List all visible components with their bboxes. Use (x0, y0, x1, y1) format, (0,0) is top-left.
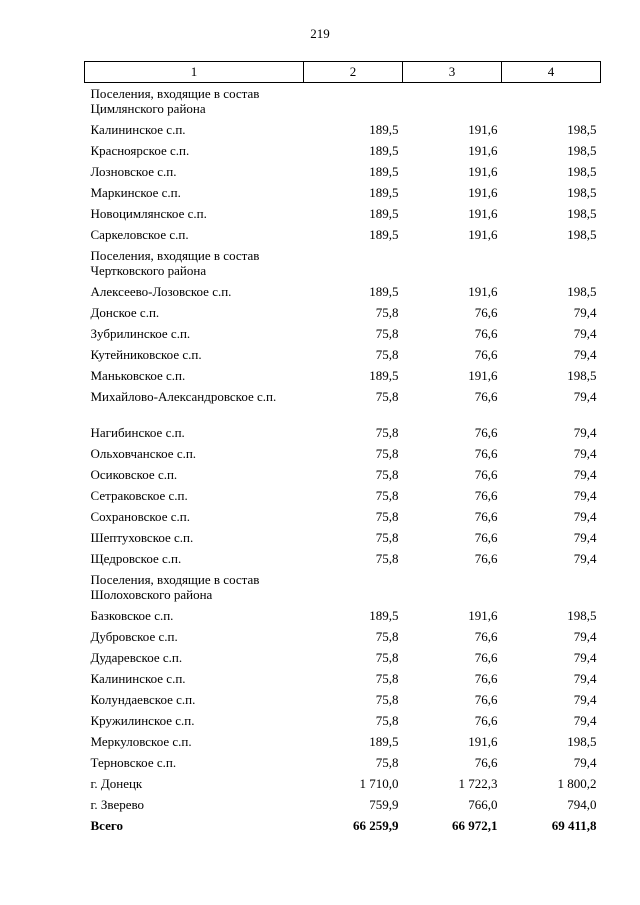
value-col-2-cell: 759,9 (369, 796, 399, 812)
table-row (85, 464, 601, 485)
value-col-4-cell: 198,5 (567, 367, 597, 383)
value-col-3-cell (403, 569, 502, 605)
value-col-3-cell: 191,6 (468, 283, 498, 299)
value-col-4-cell: 79,4 (573, 628, 597, 644)
value-col-3-cell: 76,6 (474, 529, 498, 545)
table-row (85, 224, 601, 245)
table-row (85, 83, 601, 119)
value-col-3-cell (403, 245, 502, 281)
value-col-2-cell: 189,5 (369, 184, 399, 200)
table-row (85, 182, 601, 203)
settlement-name-cell: Поселения, входящие в состав Цимлянского района (90, 86, 260, 116)
value-col-4-cell (502, 569, 601, 605)
value-col-4-cell: 198,5 (567, 163, 597, 179)
table-row (85, 302, 601, 323)
value-col-2-cell: 75,8 (375, 325, 399, 341)
value-col-2-cell: 75,8 (375, 550, 399, 566)
value-col-3-cell: 191,6 (468, 607, 498, 623)
value-col-4-cell: 79,4 (573, 325, 597, 341)
value-col-2-cell: 189,5 (369, 607, 399, 623)
value-col-4-cell: 198,5 (567, 121, 597, 137)
settlement-name-cell: Сетраковское с.п. (90, 487, 188, 503)
column-header-2: 2 (304, 62, 403, 83)
value-col-2-cell: 75,8 (375, 670, 399, 686)
value-col-4-cell: 79,4 (573, 388, 597, 404)
table-row (85, 647, 601, 668)
value-col-2-cell: 189,5 (369, 205, 399, 221)
table-row (85, 422, 601, 443)
total-row (85, 815, 601, 836)
table-row (85, 119, 601, 140)
table-row (85, 161, 601, 182)
table-row (85, 386, 601, 422)
value-col-3-cell: 76,6 (474, 445, 498, 461)
value-col-4-cell: 79,4 (573, 754, 597, 770)
value-col-2-cell: 189,5 (369, 142, 399, 158)
value-col-4-cell (502, 83, 601, 119)
value-col-2-cell: 75,8 (375, 445, 399, 461)
value-col-2-cell: 75,8 (375, 346, 399, 362)
value-col-3-cell: 76,6 (474, 649, 498, 665)
value-col-3-cell: 76,6 (474, 712, 498, 728)
settlement-name-cell: г. Донецк (90, 775, 143, 791)
value-col-2-cell: 189,5 (369, 367, 399, 383)
settlement-name-cell: Всего (90, 817, 123, 833)
value-col-3-cell: 76,6 (474, 325, 498, 341)
value-col-2-cell: 66 259,9 (353, 817, 399, 833)
value-col-4-cell: 198,5 (567, 205, 597, 221)
table-row (85, 752, 601, 773)
settlement-name-cell: г. Зверево (90, 796, 145, 812)
value-col-4-cell: 79,4 (573, 712, 597, 728)
settlement-name-cell: Зубрилинское с.п. (90, 325, 191, 341)
value-col-3-cell: 76,6 (474, 754, 498, 770)
value-col-3-cell: 191,6 (468, 733, 498, 749)
budget-table (84, 61, 601, 836)
value-col-2-cell: 189,5 (369, 163, 399, 179)
settlement-name-cell: Дубровское с.п. (90, 628, 178, 644)
settlement-name-cell: Щедровское с.п. (90, 550, 182, 566)
table-row (85, 506, 601, 527)
column-header-4: 4 (502, 62, 601, 83)
settlement-name-cell: Поселения, входящие в состав Чертковского района (90, 247, 260, 278)
value-col-2-cell: 189,5 (369, 283, 399, 299)
value-col-2-cell: 189,5 (369, 226, 399, 242)
value-col-3-cell: 766,0 (468, 796, 498, 812)
settlement-name-cell: Меркуловское с.п. (90, 733, 192, 749)
settlement-name-cell: Дударевское с.п. (90, 649, 183, 665)
value-col-2-cell (304, 245, 403, 281)
value-col-4-cell: 198,5 (567, 607, 597, 623)
value-col-3-cell: 191,6 (468, 367, 498, 383)
table-row (85, 203, 601, 224)
value-col-4-cell: 79,4 (573, 346, 597, 362)
settlement-name-cell: Калининское с.п. (90, 670, 186, 686)
value-col-2-cell: 75,8 (375, 712, 399, 728)
table-row (85, 689, 601, 710)
value-col-2-cell: 75,8 (375, 388, 399, 404)
settlement-name-cell: Маньковское с.п. (90, 367, 186, 383)
value-col-2-cell: 75,8 (375, 628, 399, 644)
page-number: 219 (310, 26, 330, 41)
value-col-4-cell: 79,4 (573, 529, 597, 545)
value-col-3-cell: 76,6 (474, 628, 498, 644)
settlement-name-cell: Донское с.п. (90, 304, 160, 320)
value-col-2-cell: 75,8 (375, 691, 399, 707)
value-col-3-cell: 76,6 (474, 346, 498, 362)
value-col-3-cell: 76,6 (474, 424, 498, 440)
value-col-4-cell: 79,4 (573, 487, 597, 503)
value-col-4-cell: 79,4 (573, 508, 597, 524)
settlement-name-cell: Маркинское с.п. (90, 184, 181, 200)
settlement-name-cell: Калининское с.п. (90, 121, 186, 137)
value-col-2-cell: 75,8 (375, 304, 399, 320)
table-row (85, 527, 601, 548)
table-row (85, 569, 601, 605)
value-col-3-cell: 76,6 (474, 304, 498, 320)
value-col-3-cell: 76,6 (474, 388, 498, 404)
value-col-2-cell: 1 710,0 (359, 775, 399, 791)
value-col-3-cell: 191,6 (468, 205, 498, 221)
value-col-3-cell: 191,6 (468, 226, 498, 242)
value-col-2-cell: 75,8 (375, 529, 399, 545)
value-col-2-cell (304, 83, 403, 119)
value-col-3-cell: 191,6 (468, 184, 498, 200)
value-col-4-cell: 79,4 (573, 304, 597, 320)
table-row (85, 548, 601, 569)
value-col-4-cell: 79,4 (573, 649, 597, 665)
table-row (85, 605, 601, 626)
settlement-name-cell: Сохрановское с.п. (90, 508, 190, 524)
value-col-4-cell (502, 245, 601, 281)
column-header-1: 1 (85, 62, 304, 83)
settlement-name-cell: Поселения, входящие в состав Шолоховского района (90, 571, 260, 602)
value-col-4-cell: 1 800,2 (557, 775, 597, 791)
settlement-name-cell: Саркеловское с.п. (90, 226, 189, 242)
value-col-4-cell: 79,4 (573, 445, 597, 461)
settlement-name-cell: Лозновское с.п. (90, 163, 177, 179)
value-col-2-cell: 75,8 (375, 424, 399, 440)
table-row (85, 668, 601, 689)
settlement-name-cell: Нагибинское с.п. (90, 424, 185, 440)
table-body (85, 83, 601, 836)
settlement-name-cell: Терновское с.п. (90, 754, 177, 770)
settlement-name-cell: Михайлово-Александровское с.п. (90, 388, 277, 404)
value-col-3-cell: 76,6 (474, 466, 498, 482)
table-row (85, 140, 601, 161)
value-col-4-cell: 794,0 (567, 796, 597, 812)
settlement-name-cell: Кружилинское с.п. (90, 712, 195, 728)
value-col-4-cell: 79,4 (573, 550, 597, 566)
table-header-row (85, 62, 601, 83)
table-row (85, 731, 601, 752)
settlement-name-cell: Алексеево-Лозовское с.п. (90, 283, 232, 299)
value-col-4-cell: 198,5 (567, 184, 597, 200)
value-col-4-cell: 79,4 (573, 691, 597, 707)
value-col-4-cell: 198,5 (567, 226, 597, 242)
value-col-3-cell: 191,6 (468, 142, 498, 158)
value-col-3-cell: 76,6 (474, 550, 498, 566)
table-row (85, 626, 601, 647)
settlement-name-cell: Шептуховское с.п. (90, 529, 194, 545)
value-col-2-cell: 75,8 (375, 649, 399, 665)
table-row (85, 710, 601, 731)
table-row (85, 344, 601, 365)
table-row (85, 485, 601, 506)
settlement-name-cell: Кутейниковское с.п. (90, 346, 202, 362)
value-col-2-cell: 75,8 (375, 487, 399, 503)
value-col-4-cell: 79,4 (573, 466, 597, 482)
value-col-3-cell (403, 83, 502, 119)
value-col-3-cell: 191,6 (468, 121, 498, 137)
value-col-3-cell: 191,6 (468, 163, 498, 179)
table-row (85, 794, 601, 815)
value-col-3-cell: 76,6 (474, 670, 498, 686)
table-row (85, 773, 601, 794)
table-row (85, 443, 601, 464)
settlement-name-cell: Базковское с.п. (90, 607, 174, 623)
value-col-2-cell (304, 569, 403, 605)
value-col-4-cell: 79,4 (573, 670, 597, 686)
value-col-3-cell: 76,6 (474, 691, 498, 707)
value-col-4-cell: 198,5 (567, 283, 597, 299)
value-col-3-cell: 1 722,3 (458, 775, 498, 791)
value-col-2-cell: 75,8 (375, 508, 399, 524)
settlement-name-cell: Красноярское с.п. (90, 142, 190, 158)
table-row (85, 245, 601, 281)
value-col-2-cell: 75,8 (375, 754, 399, 770)
value-col-3-cell: 76,6 (474, 487, 498, 503)
settlement-name-cell: Ольховчанское с.п. (90, 445, 197, 461)
value-col-4-cell: 198,5 (567, 733, 597, 749)
value-col-2-cell: 75,8 (375, 466, 399, 482)
settlement-name-cell: Новоцимлянское с.п. (90, 205, 207, 221)
table-row (85, 281, 601, 302)
settlement-name-cell: Колундаевское с.п. (90, 691, 196, 707)
value-col-4-cell: 79,4 (573, 424, 597, 440)
value-col-4-cell: 198,5 (567, 142, 597, 158)
settlement-name-cell: Осиковское с.п. (90, 466, 178, 482)
value-col-3-cell: 76,6 (474, 508, 498, 524)
column-header-3: 3 (403, 62, 502, 83)
table-row (85, 323, 601, 344)
value-col-4-cell: 69 411,8 (551, 817, 597, 833)
value-col-3-cell: 66 972,1 (452, 817, 498, 833)
table-row (85, 365, 601, 386)
value-col-2-cell: 189,5 (369, 121, 399, 137)
value-col-2-cell: 189,5 (369, 733, 399, 749)
